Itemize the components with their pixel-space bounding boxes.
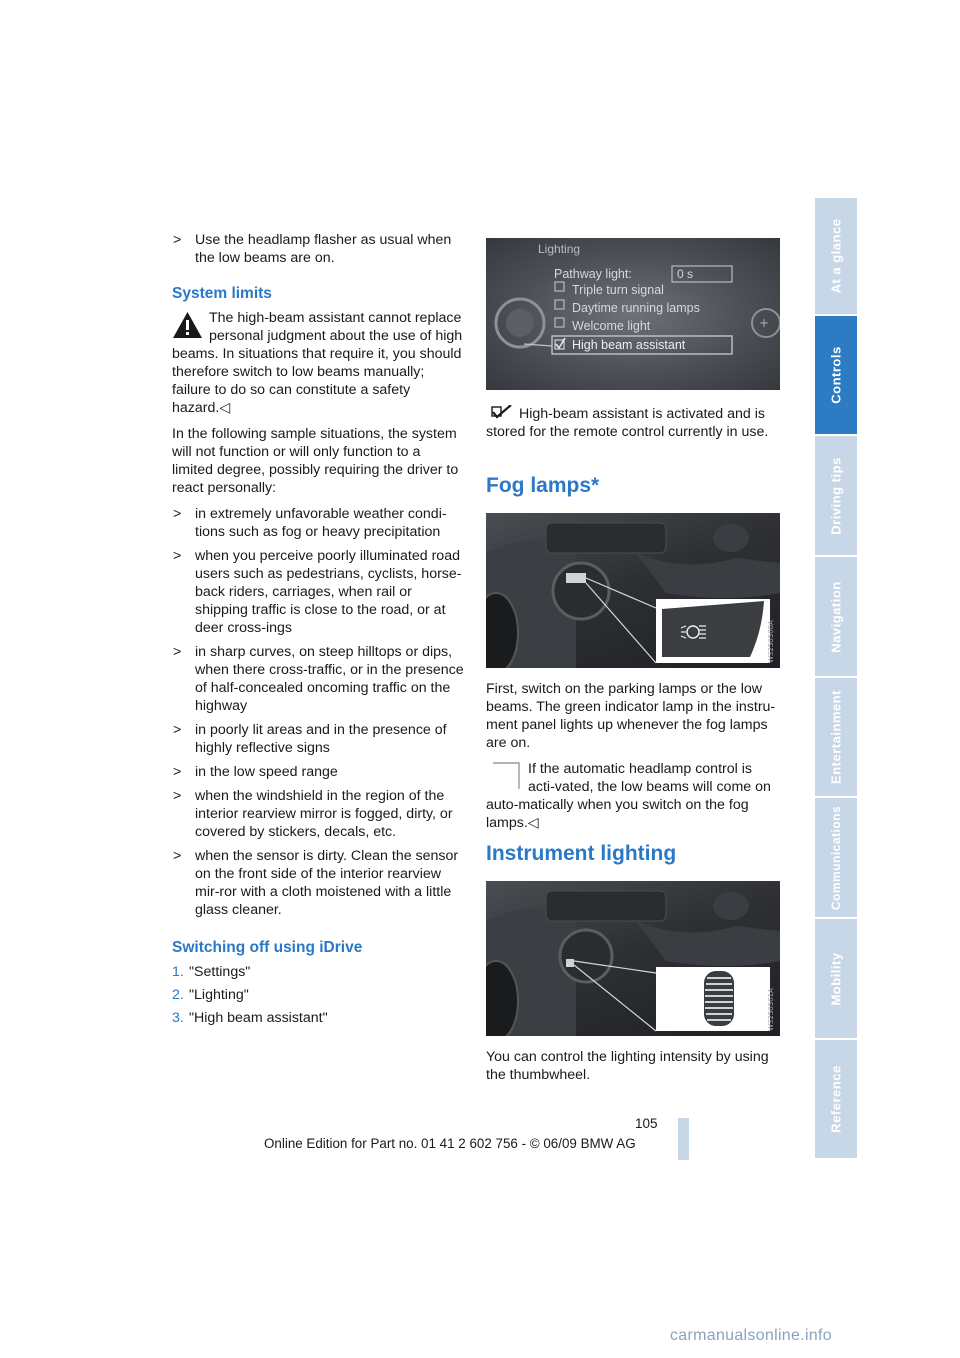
list-item: [172, 505, 464, 541]
page-number: 105: [635, 1116, 658, 1131]
fog-paragraph: [486, 680, 782, 840]
bullet-marker: >: [173, 788, 182, 804]
list-item: [172, 787, 464, 841]
fog-text: First, switch on the parking lamps or the low beams. The green indicator lamp in the instru-ment panel lights up whenever the fog lamps are on.: [486, 681, 776, 751]
svg-text:W3250500A: W3250500A: [767, 620, 775, 663]
screen-item-triple-turn: Triple turn signal: [572, 283, 664, 297]
system-limits-heading: System limits: [172, 285, 272, 302]
warning-icon: [172, 311, 203, 339]
list-item: [172, 763, 464, 781]
end-mark: ◁: [219, 400, 231, 416]
tab-mobility[interactable]: Mobility: [815, 919, 857, 1040]
instrument-paragraph: You can control the lighting intensity by using the thumbwheel.: [486, 1049, 769, 1083]
bullet-marker: >: [173, 644, 182, 660]
bullet-text: when the windshield in the region of the interior rearview mirror is fogged, dirty, or covered by stickers, decals, etc.: [195, 788, 453, 840]
bullet-text: when the sensor is dirty. Clean the sensor on the front side of the interior rearview mir-ror with a cloth moistened with a little glass cleaner.: [195, 848, 459, 918]
fog-note-text: If the automatic headlamp control is acti-vated, the low beams will come on auto-matically when you switch on the fog lamps.: [486, 761, 771, 831]
svg-text:W3250501A: W3250501A: [767, 988, 775, 1031]
tab-communications[interactable]: Communications: [815, 798, 857, 919]
activated-paragraph: [486, 405, 782, 441]
step-text: "Settings": [189, 964, 251, 980]
bullet-marker: >: [173, 722, 182, 738]
step-text: "Lighting": [189, 987, 249, 1003]
list-item: [172, 231, 464, 267]
idrive-heading: Switching off using iDrive: [172, 939, 363, 956]
screen-item-high-beam: High beam assistant: [572, 338, 686, 352]
tab-driving-tips[interactable]: Driving tips: [815, 436, 857, 557]
bullet-text: when you perceive poorly illuminated road users such as pedestrians, cyclists, horse-back riders, carriages, when rail or shipping traffic is close to the road, or at deer cross-ings: [195, 548, 462, 636]
list-item: [172, 547, 464, 637]
bullet-marker: >: [173, 232, 182, 248]
step-item: [172, 963, 464, 981]
end-mark: ◁: [527, 815, 539, 831]
bullet-text: in the low speed range: [195, 764, 338, 780]
fog-lamps-heading: Fog lamps*: [486, 474, 600, 497]
tab-navigation[interactable]: Navigation: [815, 557, 857, 678]
bullet-marker: >: [173, 764, 182, 780]
step-number: 1.: [172, 964, 184, 980]
list-item: [172, 721, 464, 757]
warning-paragraph: [172, 309, 464, 417]
steps-list: [172, 963, 464, 1027]
step-number: 3.: [172, 1010, 184, 1026]
fog-note: [486, 760, 782, 832]
fog-lamps-image: [486, 513, 780, 668]
bullet-text: in extremely unfavorable weather condi-tions such as fog or heavy precipitation: [195, 506, 447, 540]
step-text: "High beam assistant": [189, 1010, 328, 1026]
situations-paragraph: In the following sample situations, the system will not function or will only function to a limited degree, possibly requiring the driver to react personally:: [172, 426, 459, 496]
bullet-text: in sharp curves, on steep hilltops or dips, when there cross-traffic, or in the presence of half-concealed oncoming traffic on the highway: [195, 644, 464, 714]
bullet-text: in poorly lit areas and in the presence of highly reflective signs: [195, 722, 447, 756]
pathway-label: Pathway light:: [554, 267, 632, 281]
left-column: [172, 231, 464, 1032]
bullet-text: Use the headlamp flasher as usual when the low beams are on.: [195, 232, 452, 266]
situations-list: [172, 505, 464, 919]
screen-title: Lighting: [538, 242, 581, 256]
bullet-marker: >: [173, 548, 182, 564]
screen-item-welcome: Welcome light: [572, 319, 651, 333]
footer-text: Online Edition for Part no. 01 41 2 602 756 - © 06/09 BMW AG: [264, 1136, 636, 1151]
svg-text:+: +: [759, 316, 770, 330]
screen-item-daytime: Daytime running lamps: [572, 301, 700, 315]
fog-lamps-drawing: [486, 513, 780, 668]
tab-at-a-glance[interactable]: At a glance: [815, 198, 857, 316]
instrument-lighting-drawing: [486, 881, 780, 1036]
checkbox-check-icon: [491, 405, 515, 419]
step-number: 2.: [172, 987, 184, 1003]
step-item: [172, 986, 464, 1004]
list-item: [172, 643, 464, 715]
step-item: [172, 1009, 464, 1027]
bullet-marker: >: [173, 506, 182, 522]
activated-text: High-beam assistant is activated and is stored for the remote control currently in use.: [486, 406, 769, 440]
tab-controls[interactable]: Controls: [815, 316, 857, 436]
page-bar: [678, 1118, 689, 1160]
pathway-value: 0 s: [677, 267, 694, 281]
note-icon: [492, 762, 520, 790]
list-item: [172, 847, 464, 919]
watermark: carmanualsonline.info: [670, 1327, 832, 1344]
tab-entertainment[interactable]: Entertainment: [815, 678, 857, 798]
tab-reference[interactable]: Reference: [815, 1040, 857, 1160]
instrument-lighting-image: [486, 881, 780, 1036]
instrument-lighting-heading: Instrument lighting: [486, 842, 677, 865]
section-tabs: [815, 198, 857, 1160]
idrive-screen-image: [486, 238, 780, 390]
warning-text: The high-beam assistant cannot replace personal judgment about the use of high beams. In situations that require it, you should therefore switch to low beams manually; failure to do so can constitute a safety hazard.: [172, 310, 463, 416]
bullet-marker: >: [173, 848, 182, 864]
